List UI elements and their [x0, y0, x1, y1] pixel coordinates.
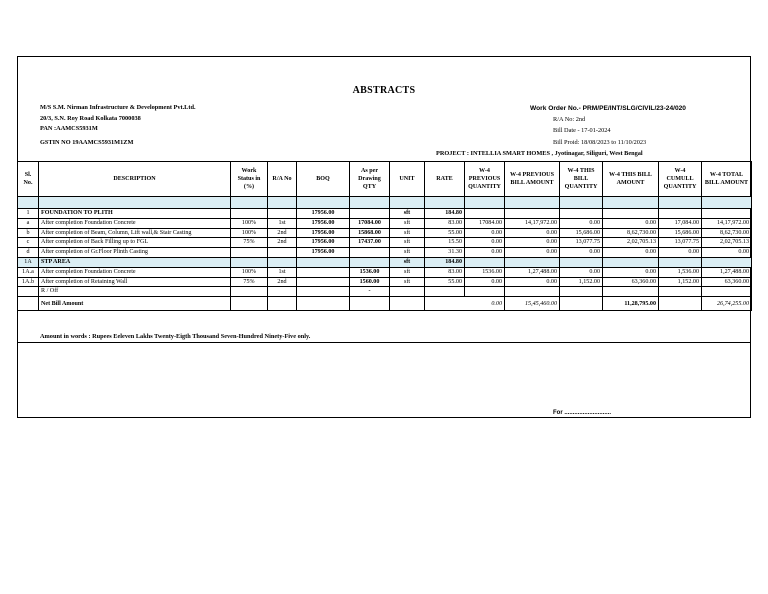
cell-status	[231, 257, 268, 267]
cell-prev-qty	[465, 257, 505, 267]
cell-total	[702, 209, 752, 219]
cell-prev-qty	[465, 287, 505, 297]
cell-boq: 17956.00	[297, 248, 350, 258]
cell-drawing: 1560.00	[350, 277, 390, 287]
cell-this-amt: 0.00	[603, 267, 659, 277]
cell-rate: 55.00	[425, 228, 465, 238]
header-ra-no: R/A No	[268, 162, 297, 197]
cell-cum-qty	[659, 209, 702, 219]
cell-this-amt: 63,360.00	[603, 277, 659, 287]
header-boq: BOQ	[297, 162, 350, 197]
header-this-qty: W-4 THIS BILL QUANTITY	[560, 162, 603, 197]
header-total-amount: W-4 TOTAL BILL AMOUNT	[702, 162, 752, 197]
company-gstin: GSTIN NO 19AAMCS5931M1ZM	[40, 139, 134, 146]
header-rate: RATE	[425, 162, 465, 197]
cell-desc: After completion of Back Filling up to FGL	[39, 238, 231, 248]
cell-drawing: 17084.00	[350, 218, 390, 228]
cell-prev-qty	[465, 209, 505, 219]
cell-unit: sft	[390, 277, 425, 287]
cell-unit: sft	[390, 228, 425, 238]
header-unit: UNIT	[390, 162, 425, 197]
table-row	[18, 228, 752, 238]
cell-this-qty: 0.00	[560, 248, 603, 258]
net-bill-row	[18, 297, 752, 311]
cell-status: 100%	[231, 218, 268, 228]
cell-prev-qty: 0.00	[465, 238, 505, 248]
cell-prev-amt: 14,17,972.00	[505, 218, 560, 228]
cell-prev-amt	[505, 209, 560, 219]
cell-ra	[268, 257, 297, 267]
cell-sl: 1A.a	[18, 267, 39, 277]
cell-total: 8,62,730.00	[702, 228, 752, 238]
cell-this-qty: 0.00	[560, 267, 603, 277]
cell-unit: sft	[390, 257, 425, 267]
cell-this-amt: 0.00	[603, 218, 659, 228]
cell-rate	[425, 287, 465, 297]
cell-prev-amt: 0.00	[505, 277, 560, 287]
cell-ra	[268, 287, 297, 297]
cell-status	[231, 287, 268, 297]
cell-sl: a	[18, 218, 39, 228]
cell-drawing: 1536.00	[350, 267, 390, 277]
cell-status	[231, 248, 268, 258]
table-row	[18, 287, 752, 297]
table-row	[18, 277, 752, 287]
cell-total: 0.00	[702, 248, 752, 258]
cell-this-qty: 13,077.75	[560, 238, 603, 248]
cell-cum-qty: 0.00	[659, 248, 702, 258]
cell-desc: R / Off	[39, 287, 231, 297]
cell-this-qty	[560, 287, 603, 297]
cell-boq	[297, 267, 350, 277]
table-row	[18, 238, 752, 248]
cell-sl: c	[18, 238, 39, 248]
cell-boq	[297, 277, 350, 287]
cell-rate: 31.30	[425, 248, 465, 258]
cell-desc: After completion Foundation Concrete	[39, 267, 231, 277]
cell-drawing: 15868.00	[350, 228, 390, 238]
cell-cum-qty: 15,686.00	[659, 228, 702, 238]
cell-boq: 17956.00	[297, 218, 350, 228]
cell-cum-qty	[659, 287, 702, 297]
cell-total: 63,360.00	[702, 277, 752, 287]
cell-drawing: 17437.00	[350, 238, 390, 248]
cell-rate: 184.80	[425, 257, 465, 267]
header-prev-amount: W-4 PREVIOUS BILL AMOUNT	[505, 162, 560, 197]
header-this-amount: W-4 THIS BILL AMOUNT	[603, 162, 659, 197]
cell-ra: 1st	[268, 218, 297, 228]
cell-status: 75%	[231, 277, 268, 287]
cell-unit: sft	[390, 267, 425, 277]
cell-boq: 17956.00	[297, 209, 350, 219]
cell-prev-amt: 0.00	[505, 228, 560, 238]
cell-this-amt	[603, 257, 659, 267]
cell-drawing: -	[350, 287, 390, 297]
cell-this-amt: 8,62,730.00	[603, 228, 659, 238]
cell-sl	[18, 287, 39, 297]
cell-rate: 83.00	[425, 218, 465, 228]
project-name: PROJECT : INTELLIA SMART HOMES , Jyotinagar, Siliguri, West Bengal	[436, 150, 643, 157]
company-name: M/S S.M. Nirman Infrastructure & Development Pvt.Ltd.	[40, 104, 196, 111]
cell-unit: sft	[390, 209, 425, 219]
cell-sl: 1	[18, 209, 39, 219]
cell-total: 14,17,972.00	[702, 218, 752, 228]
cell-ra	[268, 209, 297, 219]
header-description: DESCRIPTION	[39, 162, 231, 197]
cell-cum-qty: 1,152.00	[659, 277, 702, 287]
company-address: 20/3, S.N. Roy Road Kolkata 7000038	[40, 115, 141, 122]
cell-this-qty: 15,686.00	[560, 228, 603, 238]
cell-this-qty: 0.00	[560, 218, 603, 228]
amount-in-words: Amount in words : Rupees Eeleven Lakhs Twenty-Eigth Thousand Seven-Hundred Ninety-Five only.	[40, 333, 311, 340]
cell-ra	[268, 248, 297, 258]
cell-cum-qty: 13,077.75	[659, 238, 702, 248]
bill-period: Bill Proid: 18/08/2023 to 11/10/2023	[553, 139, 647, 146]
cell-status: 75%	[231, 238, 268, 248]
cell-drawing	[350, 257, 390, 267]
cell-sl: d	[18, 248, 39, 258]
cell-prev-amt	[505, 257, 560, 267]
cell-rate: 184.80	[425, 209, 465, 219]
signature-for: For ............................	[553, 410, 612, 416]
table-row	[18, 267, 752, 277]
cell-ra: 2nd	[268, 228, 297, 238]
cell-this-qty	[560, 257, 603, 267]
net-this-bill-amount: 11,28,795.00	[603, 297, 659, 311]
cell-unit: sft	[390, 238, 425, 248]
cell-prev-qty: 0.00	[465, 228, 505, 238]
net-prev-amount-b: 15,45,460.00	[505, 297, 560, 311]
table-header-row	[18, 162, 752, 197]
table-row	[18, 218, 752, 228]
work-order-number: Work Order No.- PRM/PE/INT/SLG/CIVIL/23-24/020	[530, 105, 686, 112]
cell-prev-amt	[505, 287, 560, 297]
cell-this-amt: 0.00	[603, 248, 659, 258]
cell-unit	[390, 287, 425, 297]
net-bill-label: Net Bill Amount	[39, 297, 231, 311]
cell-prev-qty: 1536.00	[465, 267, 505, 277]
cell-prev-qty: 17084.00	[465, 218, 505, 228]
cell-status: 100%	[231, 267, 268, 277]
cell-rate: 55.00	[425, 277, 465, 287]
cell-rate: 15.50	[425, 238, 465, 248]
cell-prev-amt: 0.00	[505, 238, 560, 248]
cell-boq	[297, 257, 350, 267]
header-spacer-row	[18, 197, 752, 209]
header-work-status: Work Status in (%)	[231, 162, 268, 197]
cell-this-amt: 2,02,705.13	[603, 238, 659, 248]
cell-total: 2,02,705.13	[702, 238, 752, 248]
bill-date: Bill Date - 17-01-2024	[553, 127, 611, 134]
cell-desc: STP AREA	[39, 257, 231, 267]
cell-prev-qty: 0.00	[465, 277, 505, 287]
cell-sl: 1A	[18, 257, 39, 267]
cell-desc: After completion Foundation Concrete	[39, 218, 231, 228]
cell-boq: 17956.00	[297, 228, 350, 238]
cell-cum-qty: 17,084.00	[659, 218, 702, 228]
cell-drawing	[350, 209, 390, 219]
cell-ra: 2nd	[268, 238, 297, 248]
document-title: ABSTRACTS	[352, 85, 416, 96]
header-prev-qty: W-4 PREVIOUS QUANTITY	[465, 162, 505, 197]
words-divider	[17, 342, 751, 343]
cell-rate: 83.00	[425, 267, 465, 277]
abstract-table	[17, 161, 752, 311]
cell-this-qty	[560, 209, 603, 219]
table-row	[18, 257, 752, 267]
cell-ra: 2nd	[268, 277, 297, 287]
cell-total	[702, 257, 752, 267]
cell-this-qty: 1,152.00	[560, 277, 603, 287]
cell-desc: FOUNDATION TO PLITH	[39, 209, 231, 219]
cell-desc: After completion of Retaining Wall	[39, 277, 231, 287]
cell-sl: 1A.b	[18, 277, 39, 287]
cell-prev-qty: 0.00	[465, 248, 505, 258]
cell-total: 1,27,488.00	[702, 267, 752, 277]
cell-total	[702, 287, 752, 297]
cell-desc: After completion of Beam, Column, Lift wall,& Stair Casting	[39, 228, 231, 238]
cell-status: 100%	[231, 228, 268, 238]
cell-ra: 1st	[268, 267, 297, 277]
cell-unit: sft	[390, 248, 425, 258]
table-row	[18, 209, 752, 219]
table-row	[18, 248, 752, 258]
header-cumull-qty: W-4 CUMULL QUANTITY	[659, 162, 702, 197]
cell-cum-qty: 1,536.00	[659, 267, 702, 277]
cell-drawing	[350, 248, 390, 258]
cell-sl: b	[18, 228, 39, 238]
company-pan: PAN :AAMCS5931M	[40, 125, 98, 132]
ra-number: R/A No: 2nd	[553, 116, 586, 123]
cell-this-amt	[603, 287, 659, 297]
cell-prev-amt: 1,27,488.00	[505, 267, 560, 277]
cell-unit: sft	[390, 218, 425, 228]
cell-boq: 17956.00	[297, 238, 350, 248]
cell-this-amt	[603, 209, 659, 219]
cell-boq	[297, 287, 350, 297]
cell-status	[231, 209, 268, 219]
net-total-amount: 26,74,255.00	[702, 297, 752, 311]
cell-desc: After completion of Gr.Floor Plinth Casting	[39, 248, 231, 258]
header-sl-no: Sl. No.	[18, 162, 39, 197]
header-drawing-qty: As per Drawing QTY	[350, 162, 390, 197]
net-prev-amount-a: 0.00	[425, 297, 505, 311]
cell-prev-amt: 0.00	[505, 248, 560, 258]
cell-cum-qty	[659, 257, 702, 267]
